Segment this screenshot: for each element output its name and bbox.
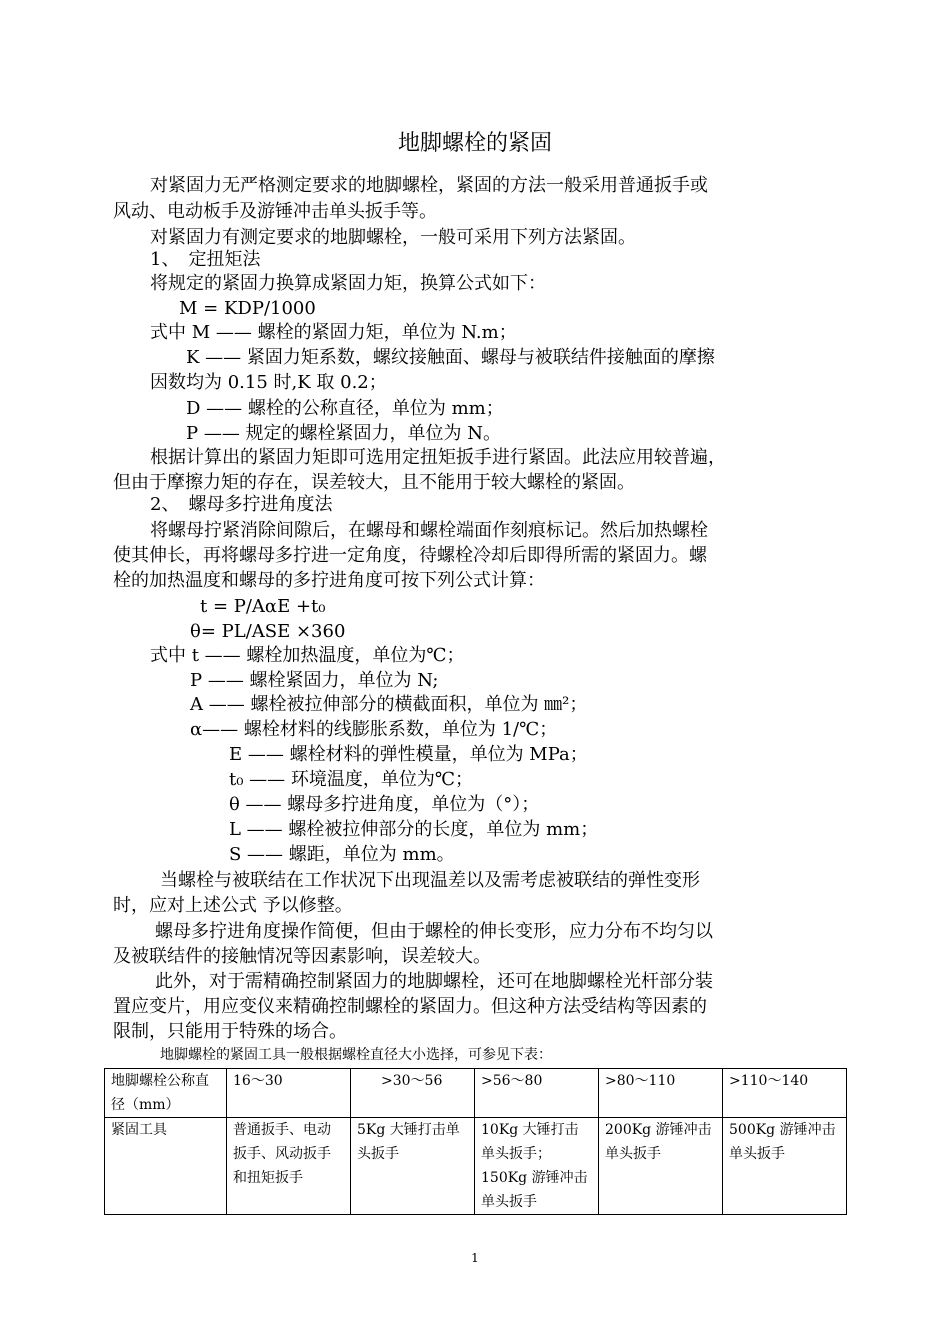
paragraph-line: 对紧固力有测定要求的地脚螺栓，一般可采用下列方法紧固。 [150,227,636,248]
paragraph-line: 当螺栓与被联结在工作状况下出现温差以及需考虑被联结的弹性变形 [160,870,700,891]
paragraph-line: 根据计算出的紧固力矩即可选用定扭矩扳手进行紧固。此法应用较普遍， [150,447,726,468]
paragraph-line: 将螺母拧紧消除间隙后，在螺母和螺栓端面作刻痕标记。然后加热螺栓 [150,520,708,541]
table-cell: >56～80 [475,1069,599,1118]
paragraph-line: 对紧固力无严格测定要求的地脚螺栓，紧固的方法一般采用普通扳手或 [150,175,708,196]
paragraph-line: S —— 螺距，单位为 mm。 [229,844,455,865]
paragraph-line: 时，应对上述公式 予以修整。 [113,895,353,916]
paragraph-line: D —— 螺栓的公称直径，单位为 mm； [186,398,504,419]
table-caption: 地脚螺栓的紧固工具一般根据螺栓直径大小选择，可参见下表： [160,1047,552,1063]
paragraph-line: 风动、电动板手及游锤冲击单头扳手等。 [113,201,437,222]
table-cell: 200Kg 游锤冲击单头扳手 [599,1118,723,1215]
paragraph-line: 置应变片，用应变仪来精确控制螺栓的紧固力。但这种方法受结构等因素的 [113,996,707,1017]
paragraph-line: 将规定的紧固力换算成紧固力矩，换算公式如下： [150,273,546,294]
section-heading: 1、 定扭矩法 [150,249,261,270]
table-cell: 16～30 [227,1069,351,1118]
paragraph-line: A —— 螺栓被拉伸部分的横截面积，单位为 ㎜²； [190,694,588,715]
paragraph-line: θ —— 螺母多拧进角度，单位为（°）； [229,794,540,815]
paragraph-line: 式中 t —— 螺栓加热温度，单位为℃； [150,645,465,666]
section-heading: 2、 螺母多拧进角度法 [150,494,333,515]
paragraph-line: 式中 M —— 螺栓的紧固力矩，单位为 N.m； [150,322,517,343]
paragraph-line: 限制，只能用于特殊的场合。 [113,1021,347,1042]
table-row [105,1118,847,1215]
fastening-tools-table [104,1068,847,1215]
table-cell: 5Kg 大锤打击单头扳手 [351,1118,475,1215]
paragraph-line: K —— 紧固力矩系数，螺纹接触面、螺母与被联结件接触面的摩擦 [186,347,715,368]
document-title: 地脚螺栓的紧固 [397,131,552,156]
formula: M = KDP/1000 [179,298,316,319]
table-cell: >110～140 [723,1069,847,1118]
formula: t = P/AαE +t₀ [200,596,326,617]
table-cell: >30～56 [351,1069,475,1118]
paragraph-line: 螺母多拧进角度操作简便，但由于螺栓的伸长变形，应力分布不均匀以 [155,921,713,942]
paragraph-line: 因数均为 0.15 时,K 取 0.2； [150,372,387,393]
paragraph-line: 使其伸长，再将螺母多拧进一定角度，待螺栓冷却后即得所需的紧固力。螺 [113,545,707,566]
paragraph-line: 但由于摩擦力矩的存在，误差较大，且不能用于较大螺栓的紧固。 [113,472,635,493]
table-cell: 地脚螺栓公称直径（mm） [105,1069,227,1118]
paragraph-line: L —— 螺栓被拉伸部分的长度，单位为 mm； [229,819,599,840]
paragraph-line: 及被联结件的接触情况等因素影响，误差较大。 [113,946,491,967]
page-number: 1 [471,1251,479,1265]
paragraph-line: P —— 规定的螺栓紧固力，单位为 N。 [186,423,502,444]
paragraph-line: E —— 螺栓材料的弹性模量，单位为 MPa； [229,744,588,765]
paragraph-line: α—— 螺栓材料的线膨胀系数，单位为 1/℃； [190,719,558,740]
paragraph-line: P —— 螺栓紧固力，单位为 N; [190,670,439,691]
table-cell: 紧固工具 [105,1118,227,1215]
table-cell: >80～110 [599,1069,723,1118]
table-cell: 普通扳手、电动扳手、风动扳手和扭矩扳手 [227,1118,351,1215]
paragraph-line: 栓的加热温度和螺母的多拧进角度可按下列公式计算： [113,570,545,591]
table-cell: 10Kg 大锤打击单头扳手；150Kg 游锤冲击单头扳手 [475,1118,599,1215]
paragraph-line: t₀ —— 环境温度，单位为℃； [229,769,474,790]
table-header-row [105,1069,847,1118]
formula: θ= PL/ASE ×360 [190,621,346,642]
paragraph-line: 此外，对于需精确控制紧固力的地脚螺栓，还可在地脚螺栓光杆部分装 [155,971,713,992]
table-cell: 500Kg 游锤冲击单头扳手 [723,1118,847,1215]
